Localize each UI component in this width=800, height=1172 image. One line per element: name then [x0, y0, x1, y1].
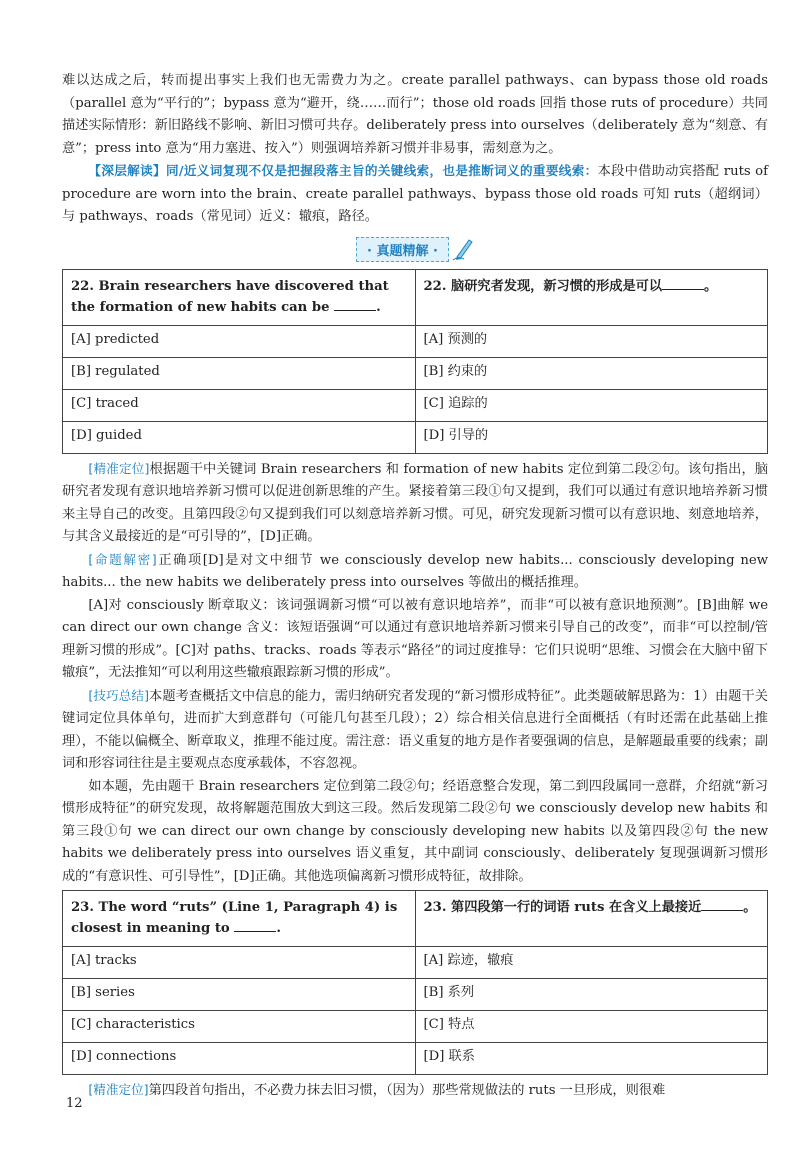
- section-banner: [62, 233, 768, 267]
- answer-blank: [662, 277, 704, 290]
- q22-location-paragraph: [精准定位]根据题干中关键词 Brain researchers 和 formation of new habits 定位到第二段②句。该句指出，脑研究者发现有意识地培养新习惯可以促进创新思维的产生。紧接着第三段①句又提到，我们可以通过有意识地培养新习惯来主导自己的改变。且第四段②句又提到我们可以刻意培养新习惯。可见，研究发现新习惯可以有意识地、刻意地培养，与其含义最接近的是“可引导的”，[D]正确。: [62, 460, 769, 544]
- deep-reading-paragraph: [62, 160, 768, 229]
- q23-option-en: [B] series: [63, 979, 416, 1011]
- q23-option-cn: [B] 系列: [415, 979, 768, 1011]
- q23-en-stem: 23. The word “ruts” (Line 1, Paragraph 4) is closest in meaning to .: [63, 891, 416, 947]
- tip-tag: [技巧总结]: [88, 687, 149, 703]
- q22-option-cn: [D] 引导的: [415, 421, 768, 453]
- q22-option-en: [A] predicted: [63, 325, 416, 357]
- q23-option-cn: [D] 联系: [415, 1043, 768, 1075]
- q22-option-cn: [A] 预测的: [415, 325, 768, 357]
- question-23-table: [62, 890, 768, 1075]
- pen-icon: [452, 237, 474, 261]
- banner-label: · 真题精解 ·: [356, 237, 449, 262]
- answer-blank: [334, 298, 376, 311]
- q22-option-en: [B] regulated: [63, 357, 416, 389]
- deep-reading-highlight: 同/近义词复现不仅是把握段落主旨的关键线索，也是推断词义的重要线索：: [165, 163, 598, 178]
- q22-option-cn: [C] 追踪的: [415, 389, 768, 421]
- q22-option-cn: [B] 约束的: [415, 357, 768, 389]
- q23-option-en: [C] characteristics: [63, 1011, 416, 1043]
- q22-option-en: [D] guided: [63, 421, 416, 453]
- secret-tag: [命题解密]: [88, 551, 157, 567]
- q23-location-paragraph: [精准定位]第四段首句指出，不必费力抹去旧习惯，（因为）那些常规做法的 ruts 一旦形成，则很难: [88, 1082, 666, 1098]
- deep-reading-text: 本段中借助动宾搭配 ruts of procedure are worn into the brain、create parallel pathways、bypass those old roads 可知 ruts（超纲词）与 pathways、roads（常见词）近义：辙痕，路径。: [62, 164, 769, 224]
- q23-option-cn: [C] 特点: [415, 1011, 768, 1043]
- q22-option-en: [C] traced: [63, 389, 416, 421]
- answer-blank: [234, 919, 276, 932]
- question-22-table: [62, 269, 768, 454]
- q23-option-en: [A] tracks: [63, 947, 416, 979]
- q22-tip-paragraph: [技巧总结]本题考查概括文中信息的能力，需归纳研究者发现的“新习惯形成特征”。此类题破解思路为：1）由题干关键词定位具体单句，进而扩大到意群句（可能几句甚至几段）；2）综合相关信息进行全面概括（有时还需在此基础上推理），不能以偏概全、断章取义，推理不能过度。需注意：语义重复的地方是作者要强调的信息，是解题最重要的线索；副词和形容词往往是主要观点态度承载体，不容忽视。: [62, 687, 768, 771]
- page-number: 12: [66, 1096, 83, 1111]
- location-tag: [精准定位]: [88, 460, 150, 476]
- q23-option-en: [D] connections: [63, 1043, 416, 1075]
- q22-en-stem: 22. Brain researchers have discovered that the formation of new habits can be .: [63, 269, 416, 325]
- q22-wrong-options-paragraph: [A]对 consciously 断章取义：该词强调新习惯“可以被有意识地培养”，而非“可以被有意识地预测”。[B]曲解 we can direct our own change 含义：该短语强调“可以通过有意识地培养新习惯来引导自己的改变”，而非“可以控制/管理新习惯的形成”。[C]对 paths、tracks、roads 等表示“路径”的词过度推导：它们只说明“思维、习惯会在大脑中留下辙痕”，无法推知“可以利用这些辙痕跟踪新习惯的形成”。: [62, 597, 768, 680]
- answer-blank: [701, 898, 743, 911]
- q23-cn-stem: 23. 第四段第一行的词语 ruts 在含义上最接近 。: [415, 891, 768, 947]
- q22-secret-paragraph: [命题解密]正确项[D]是对文中细节 we consciously develop new habits... consciously developing new habits... the new habits we deliberately press into ourselves 等做出的概括推理。: [62, 551, 768, 590]
- q23-option-cn: [A] 踪迹，辙痕: [415, 947, 768, 979]
- page-content: [62, 70, 768, 1103]
- q22-cn-stem: 22. 脑研究者发现，新习惯的形成是可以 。: [415, 269, 768, 325]
- deep-reading-tag: 【深层解读】: [88, 163, 166, 178]
- q22-example-paragraph: 如本题，先由题干 Brain researchers 定位到第二段②句；经语意整合发现，第二到四段属同一意群，介绍就“新习惯形成特征”的研究发现，故将解题范围放大到这三段。然后发现第二段②句 we consciously develop new habits 和第三段①句 we can direct our own change by consciously developing new habits 以及第四段②句 the new habits we deliberately press into ourselves 语义重复，其中副词 consciously、deliberately 复现强调新习惯形成的“有意识性、可引导性”，[D]正确。其他选项偏离新习惯形成特征，故排除。: [62, 778, 768, 884]
- location-tag: [精准定位]: [88, 1082, 149, 1097]
- intro-paragraph: 难以达成之后，转而提出事实上我们也无需费力为之。create parallel pathways、can bypass those old roads（parallel 意为“平行的”；bypass 意为“避开，绕……而行”；those old roads 回指 those ruts of procedure）共同描述实际情形：新旧路线不影响、新旧习惯可共存。deliberately press into ourselves（deliberately 意为“刻意、有意”；press into 意为“用力塞进、按入”）则强调培养新习惯并非易事，需刻意为之。: [62, 73, 768, 156]
